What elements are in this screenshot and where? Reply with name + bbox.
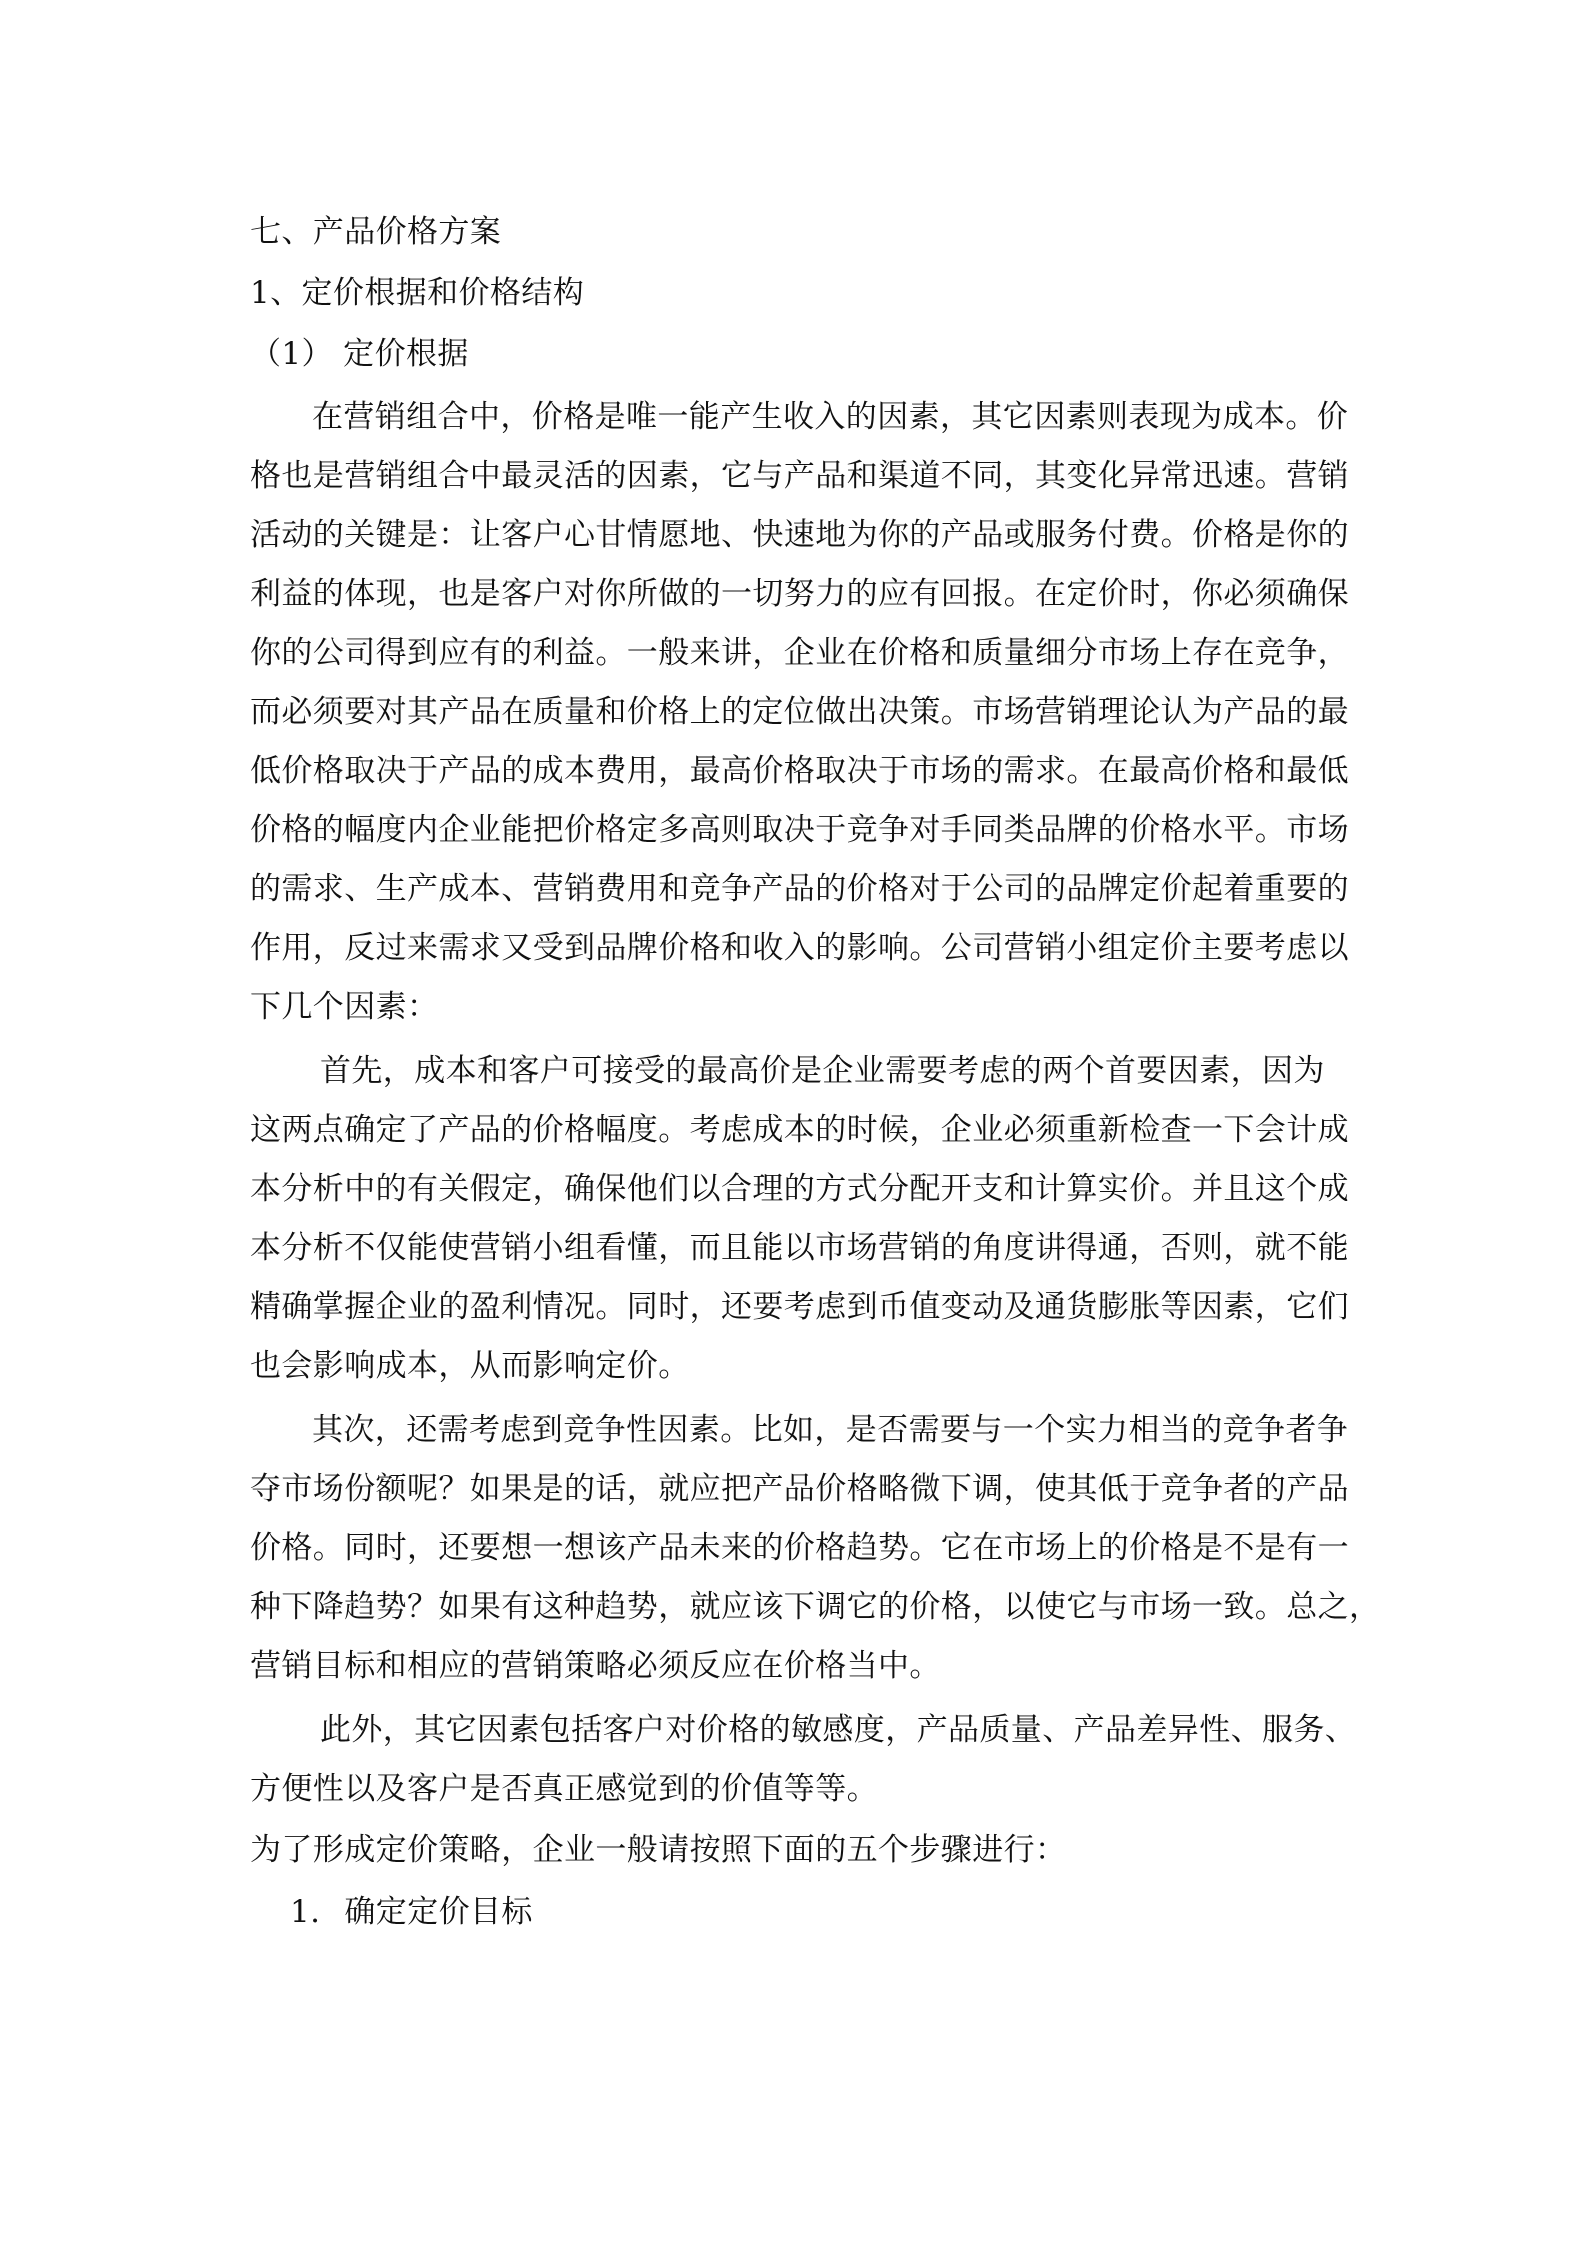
paragraph-2-line-3: 本分析中的有关假定，确保他们以合理的方式分配开支和计算实价。并且这个成 xyxy=(250,1171,1349,1207)
paragraph-1-line-9: 的需求、生产成本、营销费用和竞争产品的价格对于公司的品牌定价起着重要的 xyxy=(250,871,1349,907)
steps-intro: 为了形成定价策略，企业一般请按照下面的五个步骤进行： xyxy=(250,1832,1067,1868)
paragraph-2-line-1: 首先，成本和客户可接受的最高价是企业需要考虑的两个首要因素，因为 xyxy=(320,1053,1325,1089)
paragraph-1-line-1: 在营销组合中，价格是唯一能产生收入的因素，其它因素则表现为成本。价 xyxy=(312,399,1349,435)
paragraph-2-line-6: 也会影响成本，从而影响定价。 xyxy=(250,1348,690,1384)
paragraph-1-line-5: 你的公司得到应有的利益。一般来讲，企业在价格和质量细分市场上存在竞争， xyxy=(250,635,1349,671)
step-label: 确定定价目标 xyxy=(344,1894,533,1930)
paragraph-4-line-1: 此外，其它因素包括客户对价格的敏感度，产品质量、产品差异性、服务、 xyxy=(320,1712,1357,1748)
step-number: 1. xyxy=(290,1894,321,1930)
paragraph-1-line-4: 利益的体现，也是客户对你所做的一切努力的应有回报。在定价时，你必须确保 xyxy=(250,576,1349,612)
paragraph-3-line-2: 夺市场份额呢？如果是的话，就应把产品价格略微下调，使其低于竞争者的产品 xyxy=(250,1471,1349,1507)
paragraph-3-line-4: 种下降趋势？如果有这种趋势，就应该下调它的价格，以使它与市场一致。总之， xyxy=(250,1589,1381,1625)
paragraph-2-line-2: 这两点确定了产品的价格幅度。考虑成本的时候，企业必须重新检查一下会计成 xyxy=(250,1112,1349,1148)
paragraph-1-line-11: 下几个因素： xyxy=(250,989,439,1025)
paragraph-1-line-3: 活动的关键是：让客户心甘情愿地、快速地为你的产品或服务付费。价格是你的 xyxy=(250,517,1349,553)
paragraph-2-line-5: 精确掌握企业的盈利情况。同时，还要考虑到币值变动及通货膨胀等因素，它们 xyxy=(250,1289,1349,1325)
paragraph-4-line-2: 方便性以及客户是否真正感觉到的价值等等。 xyxy=(250,1771,878,1807)
section-title: 七、产品价格方案 xyxy=(250,214,502,250)
paragraph-1-line-8: 价格的幅度内企业能把价格定多高则取决于竞争对手同类品牌的价格水平。市场 xyxy=(250,812,1349,848)
paragraph-3-line-3: 价格。同时，还要想一想该产品未来的价格趋势。它在市场上的价格是不是有一 xyxy=(250,1530,1349,1566)
paragraph-2-line-4: 本分析不仅能使营销小组看懂，而且能以市场营销的角度讲得通，否则，就不能 xyxy=(250,1230,1349,1266)
subsection-title: 1、定价根据和价格结构 xyxy=(250,275,585,311)
paragraph-1-line-2: 格也是营销组合中最灵活的因素，它与产品和渠道不同，其变化异常迅速。营销 xyxy=(250,458,1349,494)
step-item xyxy=(290,1892,533,1932)
paragraph-1-line-7: 低价格取决于产品的成本费用，最高价格取决于市场的需求。在最高价格和最低 xyxy=(250,753,1349,789)
paragraph-3-line-1: 其次，还需考虑到竞争性因素。比如，是否需要与一个实力相当的竞争者争 xyxy=(312,1412,1349,1448)
paragraph-3-line-5: 营销目标和相应的营销策略必须反应在价格当中。 xyxy=(250,1648,941,1684)
paragraph-1-line-6: 而必须要对其产品在质量和价格上的定位做出决策。市场营销理论认为产品的最 xyxy=(250,694,1349,730)
paragraph-1-line-10: 作用，反过来需求又受到品牌价格和收入的影响。公司营销小组定价主要考虑以 xyxy=(250,930,1349,966)
item-title: （1） 定价根据 xyxy=(250,336,469,372)
